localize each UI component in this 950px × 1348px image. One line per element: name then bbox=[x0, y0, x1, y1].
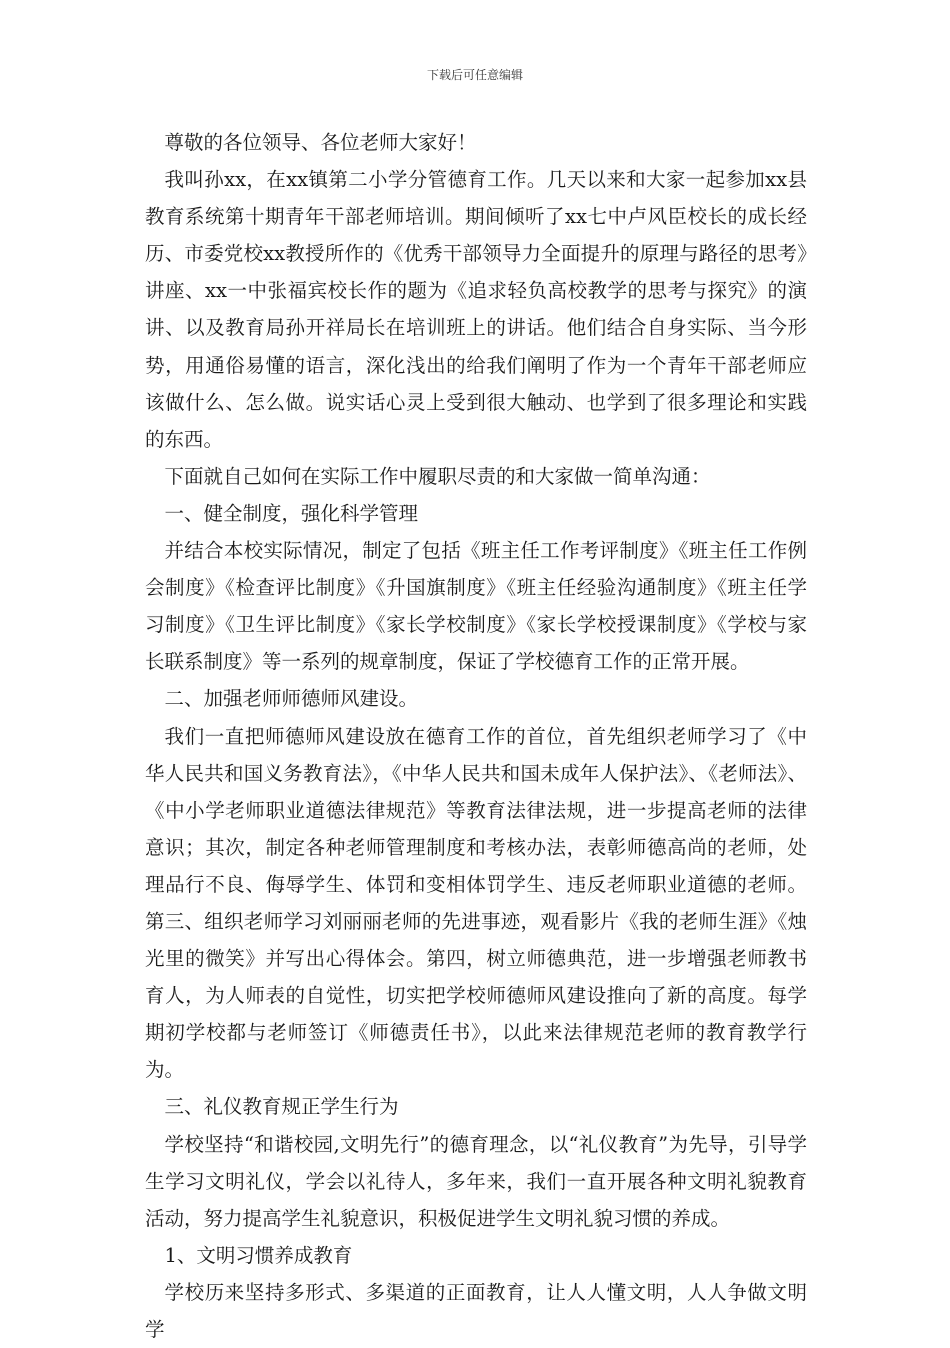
intro-paragraph: 我叫孙xx，在xx镇第二小学分管德育工作。几天以来和大家一起参加xx县教育系统第十期青年干部老师培训。期间倾听了xx七中卢风臣校长的成长经历、市委党校xx教授所作的《优秀干部领导力全面提升的原理与路径的思考》讲座、xx一中张福宾校长作的题为《追求轻负高校教学的思考与探究》的演讲、以及教育局孙开祥局长在培训班上的讲话。他们结合自身实际、当今形势，用通俗易懂的语言，深化浅出的给我们阐明了作为一个青年干部老师应该做什么、怎么做。说实话心灵上受到很大触动、也学到了很多理论和实践的东西。 bbox=[145, 168, 807, 451]
subsection-1-paragraph: 学校历来坚持多形式、多渠道的正面教育，让人人懂文明，人人争做文明学 bbox=[145, 1280, 807, 1341]
section-2-paragraph: 我们一直把师德师风建设放在德育工作的首位，首先组织老师学习了《中华人民共和国义务教育法》，《中华人民共和国未成年人保护法》、《老师法》、《中小学老师职业道德法律规范》等教育法律法规，进一步提高老师的法律意识；其次，制定各种老师管理制度和考核办法，表彰师德高尚的老师，处理品行不良、侮辱学生、体罚和变相体罚学生、违反老师职业道德的老师。第三、组织老师学习刘丽丽老师的先进事迹，观看影片《我的老师生涯》《烛光里的微笑》并写出心得体会。第四，树立师德典范，进一步增强老师教书育人，为人师表的自觉性，切实把学校师德师风建设推向了新的高度。每学期初学校都与老师签订《师德责任书》，以此来法律规范老师的教育教学行为。 bbox=[145, 724, 807, 1082]
page-header: 下载后可任意编辑 bbox=[426, 68, 523, 82]
transition-paragraph: 下面就自己如何在实际工作中履职尽责的和大家做一简单沟通： bbox=[164, 464, 711, 488]
section-1-paragraph: 并结合本校实际情况，制定了包括《班主任工作考评制度》《班主任工作例会制度》《检查评比制度》《升国旗制度》《班主任经验沟通制度》《班主任学习制度》《卫生评比制度》《家长学校制度》《家长学校授课制度》《学校与家长联系制度》等一系列的规章制度，保证了学校德育工作的正常开展。 bbox=[145, 539, 807, 674]
section-heading-3: 三、礼仪教育规正学生行为 bbox=[164, 1095, 399, 1119]
greeting-paragraph: 尊敬的各位领导、各位老师大家好！ bbox=[164, 131, 477, 154]
subsection-heading-1: 1、文明习惯养成教育 bbox=[164, 1243, 353, 1267]
document-body bbox=[145, 124, 807, 1348]
section-heading-2: 二、加强老师师德师风建设。 bbox=[164, 687, 419, 711]
section-heading-1: 一、健全制度，强化科学管理 bbox=[164, 501, 419, 525]
section-3-paragraph: 学校坚持“和谐校园,文明先行”的德育理念，以“礼仪教育”为先导，引导学生学习文明礼仪，学会以礼待人，多年来，我们一直开展各种文明礼貌教育活动，努力提高学生礼貌意识，积极促进学生文明礼貌习惯的养成。 bbox=[145, 1132, 807, 1230]
